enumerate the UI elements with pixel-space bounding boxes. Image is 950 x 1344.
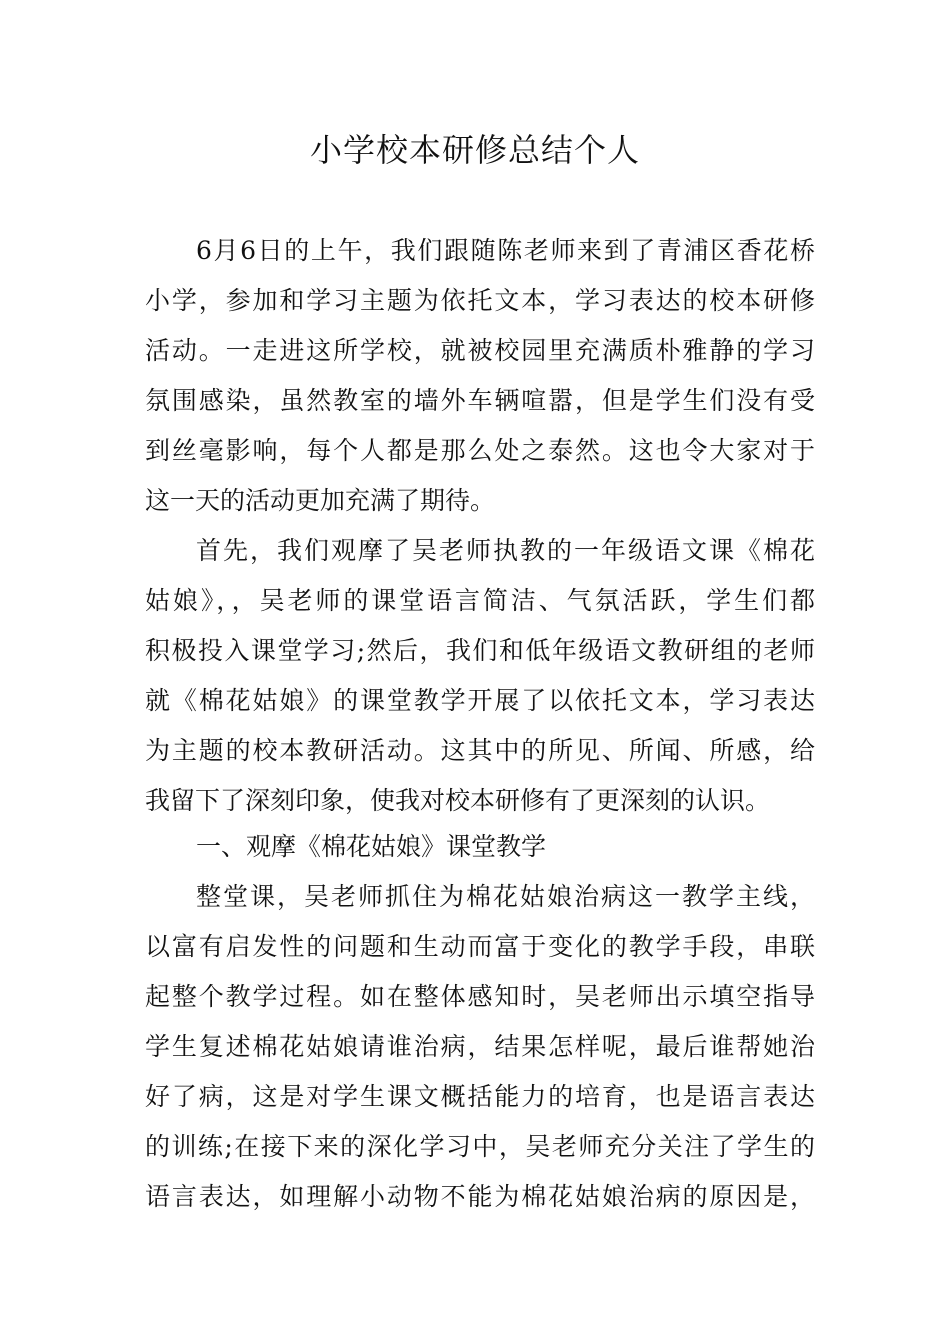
paragraph-line: 6月6日的上午，我们跟随陈老师来到了青浦区香花桥 <box>196 236 815 265</box>
paragraph-line: 姑娘》，，吴老师的课堂语言简洁、气氛活跃，学生们都 <box>145 586 815 615</box>
paragraph-line: 氛围感染，虽然教室的墙外车辆喧嚣，但是学生们没有受 <box>145 386 815 415</box>
paragraph-line: 学生复述棉花姑娘请谁治病，结果怎样呢，最后谁帮她治 <box>145 1032 815 1061</box>
paragraph-line: 起整个教学过程。如在整体感知时，吴老师出示填空指导 <box>145 982 815 1011</box>
paragraph-line: 语言表达，如理解小动物不能为棉花姑娘治病的原因是， <box>145 1182 815 1211</box>
paragraph-line: 活动。一走进这所学校，就被校园里充满质朴雅静的学习 <box>145 336 815 365</box>
paragraph-line: 以富有启发性的问题和生动而富于变化的教学手段，串联 <box>145 932 815 961</box>
paragraph-line: 为主题的校本教研活动。这其中的所见、所闻、所感，给 <box>145 736 815 765</box>
paragraph-line: 积极投入课堂学习;然后，我们和低年级语文教研组的老师 <box>145 636 815 665</box>
paragraph-line: 我留下了深刻印象，使我对校本研修有了更深刻的认识。 <box>145 786 771 815</box>
document-title: 小学校本研修总结个人 <box>309 131 640 169</box>
paragraph-line: 的训练;在接下来的深化学习中，吴老师充分关注了学生的 <box>145 1132 815 1161</box>
paragraph-line: 这一天的活动更加充满了期待。 <box>145 486 496 515</box>
paragraph-line: 就《棉花姑娘》的课堂教学开展了以依托文本，学习表达 <box>145 686 815 715</box>
paragraph-line: 首先，我们观摩了吴老师执教的一年级语文课《棉花 <box>196 536 815 565</box>
paragraph-line: 到丝毫影响，每个人都是那么处之泰然。这也令大家对于 <box>145 436 815 465</box>
paragraph-line: 整堂课，吴老师抓住为棉花姑娘治病这一教学主线， <box>196 882 815 911</box>
section-heading: 一、观摩《棉花姑娘》课堂教学 <box>196 832 547 861</box>
paragraph-line: 好了病，这是对学生课文概括能力的培育，也是语言表达 <box>145 1082 815 1111</box>
paragraph-line: 小学，参加和学习主题为依托文本，学习表达的校本研修 <box>145 286 815 315</box>
